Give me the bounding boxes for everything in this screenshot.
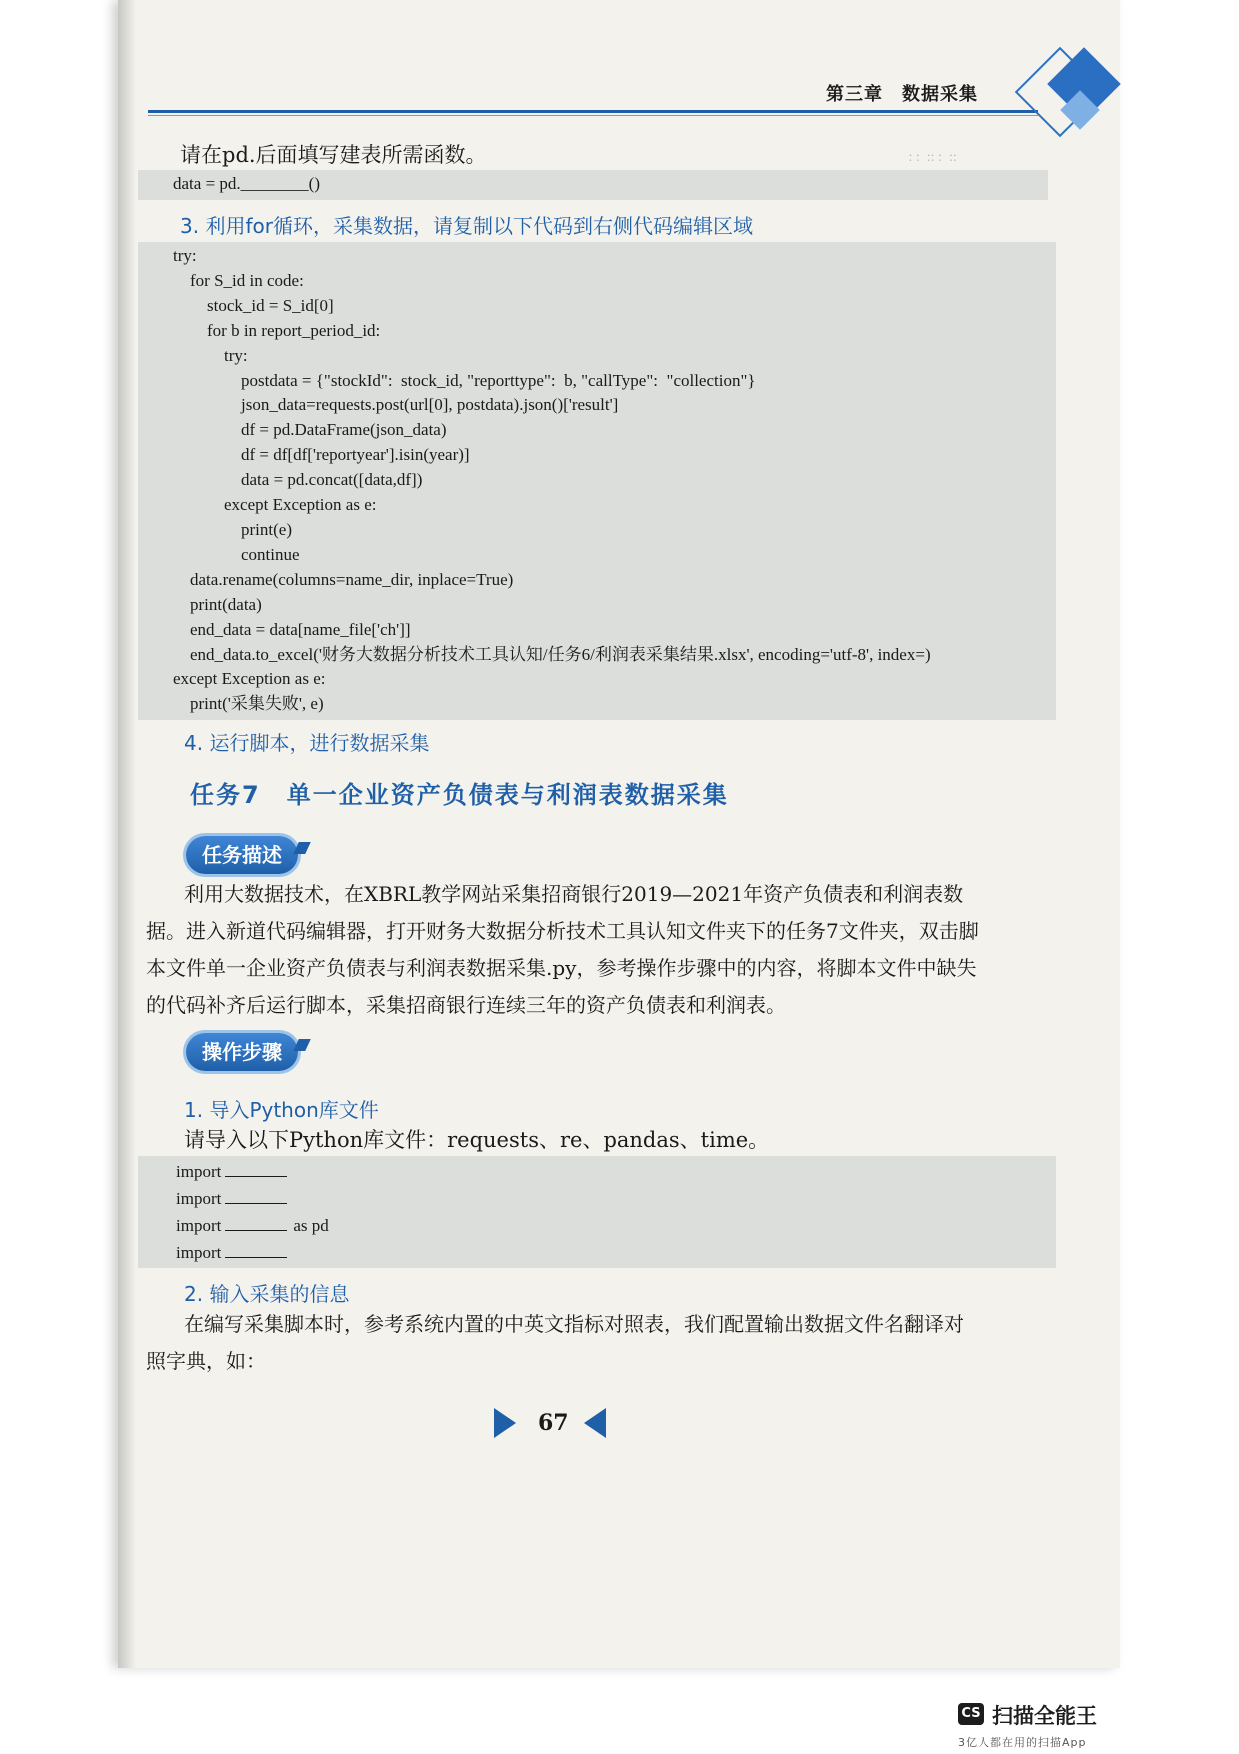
import-line: [176, 1239, 329, 1266]
scanner-logo-icon: CS: [958, 1703, 984, 1725]
step2-line: 照字典，如：: [146, 1349, 266, 1373]
task-description-line: 据。进入新道代码编辑器，打开财务大数据分析技术工具认知文件夹下的任务7文件夹，双击脚: [146, 919, 979, 943]
code-line: try:: [173, 345, 248, 365]
step2-text: [146, 1306, 1058, 1380]
chapter-header: 第三章 数据采集: [826, 84, 978, 105]
bleed-through-text: : : :: : ::: [908, 150, 957, 165]
arrow-right-icon: [494, 1408, 516, 1438]
code-line: end_data.to_excel('财务大数据分析技术工具认知/任务6/利润表采集结果.xlsx', encoding='utf-8', index=): [173, 644, 931, 664]
scanned-page: [118, 0, 1120, 1668]
page-edge-shadow: [118, 0, 136, 1668]
import-keyword: import: [176, 1189, 222, 1208]
code-line: postdata = {"stockId": stock_id, "reporttype": b, "callType": "collection"}: [173, 370, 756, 390]
step4-title: 4. 运行脚本，进行数据采集: [184, 731, 430, 755]
import-lines: [176, 1158, 329, 1266]
import-keyword: import: [176, 1162, 222, 1181]
import-keyword: import: [176, 1216, 222, 1235]
task-description-badge: 任务描述: [186, 836, 298, 874]
fill-in-blank: [225, 1243, 287, 1258]
code-line: print('采集失败', e): [173, 694, 324, 714]
import-keyword: import: [176, 1243, 222, 1262]
fill-in-blank: [225, 1162, 287, 1177]
task-description-line: 的代码补齐后运行脚本，采集招商银行连续三年的资产负债表和利润表。: [146, 993, 786, 1017]
import-line: [176, 1185, 329, 1212]
step2-line: 在编写采集脚本时，参考系统内置的中英文指标对照表，我们配置输出数据文件名翻译对: [184, 1312, 964, 1336]
page-number: 67: [538, 1410, 569, 1436]
task-description: [146, 876, 1058, 1024]
fill-in-blank: [225, 1189, 287, 1204]
code-line: except Exception as e:: [173, 669, 326, 689]
code-line: continue: [173, 544, 300, 564]
step1-title: 1. 导入Python库文件: [184, 1098, 379, 1122]
code-block: [173, 244, 931, 717]
step2-title: 2. 输入采集的信息: [184, 1282, 350, 1306]
code-line: try:: [173, 246, 197, 265]
data-line-code: data = pd.________(): [173, 174, 320, 193]
task-description-line: 利用大数据技术，在XBRL教学网站采集招商银行2019—2021年资产负债表和利润表数: [184, 882, 964, 906]
badge-tail-icon: [293, 1039, 311, 1051]
intro-line: 请在pd.后面填写建表所需函数。: [180, 143, 487, 167]
import-alias: as pd: [293, 1216, 329, 1235]
code-line: data = pd.concat([data,df]): [173, 470, 423, 490]
scanner-app-name: 扫描全能王: [992, 1704, 1097, 1728]
arrow-left-icon: [584, 1408, 606, 1438]
code-line: for S_id in code:: [173, 270, 304, 290]
import-line: [176, 1212, 329, 1239]
badge-tail-icon: [293, 842, 311, 854]
code-line: df = pd.DataFrame(json_data): [173, 420, 447, 440]
task-description-line: 本文件单一企业资产负债表与利润表数据采集.py，参考操作步骤中的内容，将脚本文件中缺失: [146, 956, 977, 980]
fill-in-blank: [225, 1216, 287, 1231]
header-rule: [148, 110, 1038, 113]
code-line: data.rename(columns=name_dir, inplace=True): [173, 569, 514, 589]
code-line: for b in report_period_id:: [173, 320, 381, 340]
code-line: json_data=requests.post(url[0], postdata).json()['result']: [173, 395, 619, 415]
code-line: end_data = data[name_file['ch']]: [173, 619, 411, 639]
step1-text: 请导入以下Python库文件：requests、re、pandas、time。: [184, 1128, 770, 1152]
code-line: df = df[df['reportyear'].isin(year)]: [173, 445, 470, 465]
code-line: print(data): [173, 594, 262, 614]
code-line: stock_id = S_id[0]: [173, 295, 334, 315]
header-rule-thin: [148, 115, 1038, 116]
step3-title: 3. 利用for循环，采集数据，请复制以下代码到右侧代码编辑区域: [180, 214, 753, 238]
code-line: except Exception as e:: [173, 495, 377, 515]
code-line: print(e): [173, 519, 292, 539]
task7-title: 任务7 单一企业资产负债表与利润表数据采集: [190, 781, 729, 809]
scanner-app-tagline: 3亿人都在用的扫描App: [958, 1736, 1087, 1749]
import-line: [176, 1158, 329, 1185]
steps-badge: 操作步骤: [186, 1033, 298, 1071]
